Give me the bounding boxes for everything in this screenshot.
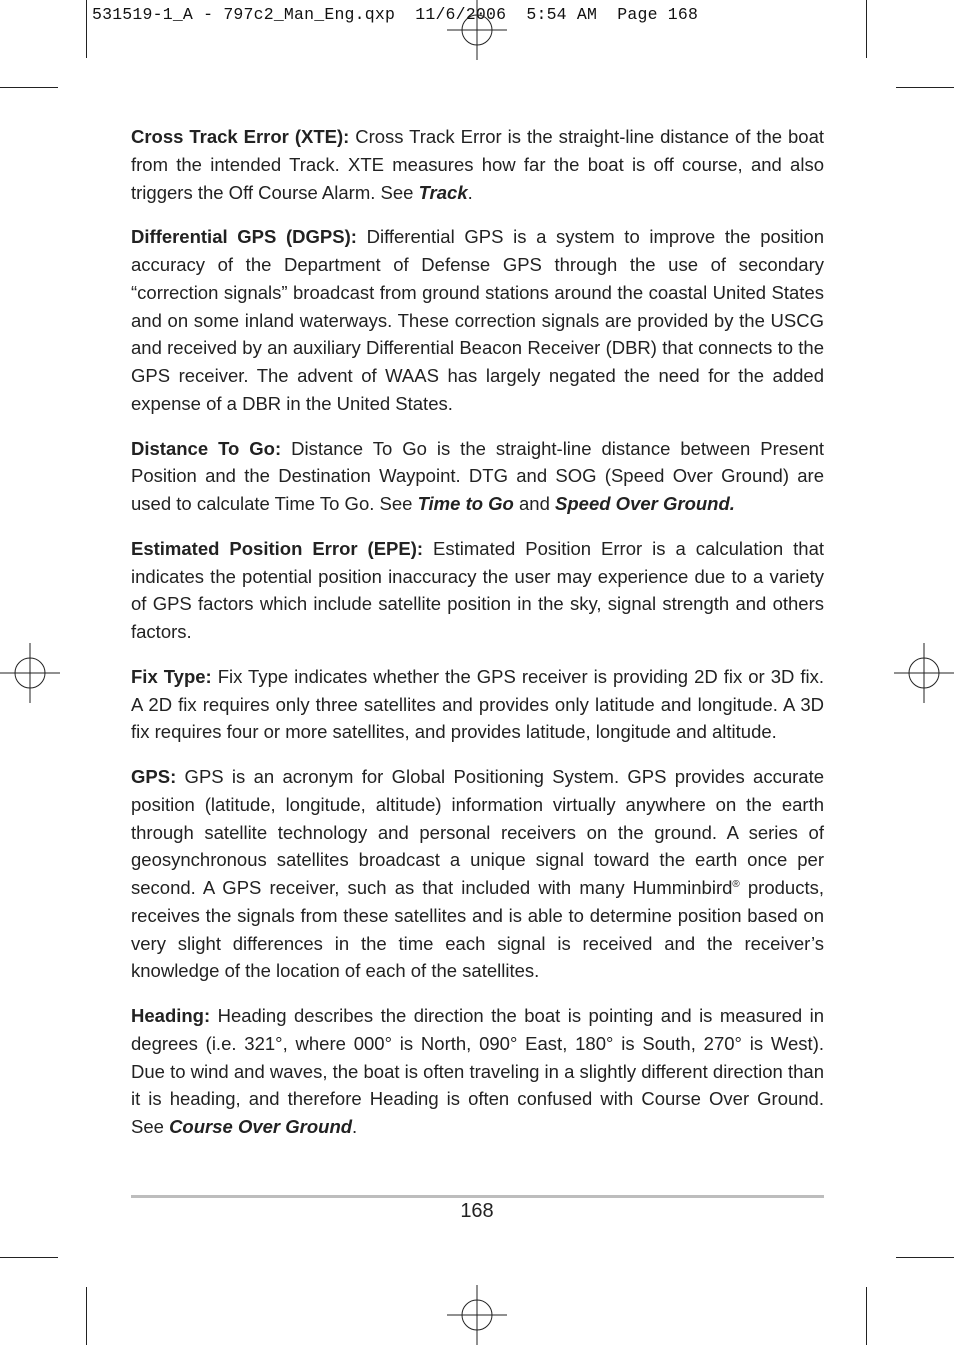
crop-mark xyxy=(896,87,954,88)
glossary-entry-xte xyxy=(131,123,824,206)
entry-text: Cross Track Error is the straight-line distance of the boat from the intended Track. XTE measures how far the boat is off course, and also triggers the Off Course Alarm. See xyxy=(131,126,824,203)
crop-mark xyxy=(0,1257,58,1258)
cross-reference: Speed Over Ground. xyxy=(555,493,735,514)
crop-mark xyxy=(896,1257,954,1258)
entry-term: Differential GPS (DGPS): xyxy=(131,226,357,248)
page-number: 168 xyxy=(460,1200,494,1222)
cross-reference: Time to Go xyxy=(417,493,514,514)
glossary-entry-fix-type xyxy=(131,663,824,746)
registration-mark-icon xyxy=(894,643,954,703)
glossary-content xyxy=(131,123,824,1158)
crop-mark xyxy=(86,0,87,58)
entry-term: GPS: xyxy=(131,766,177,787)
entry-term: Heading: xyxy=(131,1005,211,1026)
entry-tail: . xyxy=(467,181,473,203)
entry-text: GPS is an acronym for Global Positioning System. GPS provides accurate position (latitude, longitude, altitude) information virtually anywhere on the earth through satellite technology and personal receivers on the ground. A series of geosynchronous satellites broadcast a unique signal toward the earth once per second. A GPS receiver, such as that included with many Humminbird xyxy=(131,766,824,898)
glossary-entry-epe xyxy=(131,535,824,646)
crop-mark xyxy=(866,1287,867,1345)
registration-mark-icon xyxy=(0,643,60,703)
crop-mark xyxy=(0,87,58,88)
cross-reference: Course Over Ground xyxy=(169,1116,353,1137)
entry-tail: . xyxy=(352,1116,358,1137)
entry-text: Distance To Go is the straight-line distance between Present Position and the Destination Waypoint. DTG and SOG (Speed Over Ground) are used to calculate Time To Go. See xyxy=(131,437,824,514)
crop-mark xyxy=(866,0,867,58)
entry-text-mid: and xyxy=(513,493,556,514)
glossary-entry-heading xyxy=(131,1002,824,1141)
entry-text-continued: products, receives the signals from these satellites and is able to determine position based on very slight differences in the time each signal is received and the receiver’s knowledge of the location of each of the satellites. xyxy=(131,877,824,982)
registration-mark-icon xyxy=(447,0,507,60)
glossary-entry-gps xyxy=(131,763,824,985)
entry-term: Estimated Position Error (EPE): xyxy=(131,537,424,559)
print-slug: 531519-1_A - 797c2_Man_Eng.qxp 11/6/2006 5:54 AM Page 168 xyxy=(92,5,699,24)
entry-term: Cross Track Error (XTE): xyxy=(131,126,350,147)
cross-reference: Track xyxy=(418,181,468,203)
entry-term: Fix Type: xyxy=(131,665,212,687)
glossary-entry-dgps xyxy=(131,223,824,417)
entry-text: Differential GPS is a system to improve the position accuracy of the Department of Defense GPS through the use of secondary “correction signals” broadcast from ground stations around the coastal United States and on some inland waterways. These correction signals are provided by the USCG and received by an auxiliary Differential Beacon Receiver (DBR) that connects to the GPS receiver. The advent of WAAS has largely negated the need for the added expense of a DBR in the United States. xyxy=(131,226,824,414)
crop-mark xyxy=(86,1287,87,1345)
entry-text: Heading describes the direction the boat is pointing and is measured in degrees (i.e. 321°, where 000° is North, 090° East, 180° is South, 270° is West). Due to wind and waves, the boat is often traveling in a slightly different direction than it is heading, and therefore Heading is often confused with Course Over Ground. See xyxy=(131,1005,824,1137)
entry-text: Estimated Position Error is a calculation that indicates the potential position inaccuracy the user may experience due to a variety of GPS factors which include satellite position in the sky, signal strength and others factors. xyxy=(131,537,824,642)
entry-text: Fix Type indicates whether the GPS receiver is providing 2D fix or 3D fix. A 2D fix requires only three satellites and provides only latitude and longitude. A 3D fix requires four or more satellites, and provides latitude, longitude and altitude. xyxy=(131,665,824,743)
registration-mark-icon xyxy=(447,1285,507,1345)
glossary-entry-dtg xyxy=(131,435,824,518)
entry-term: Distance To Go: xyxy=(131,437,282,459)
registered-trademark-sign: ® xyxy=(732,879,740,890)
footer-rule xyxy=(131,1195,824,1198)
